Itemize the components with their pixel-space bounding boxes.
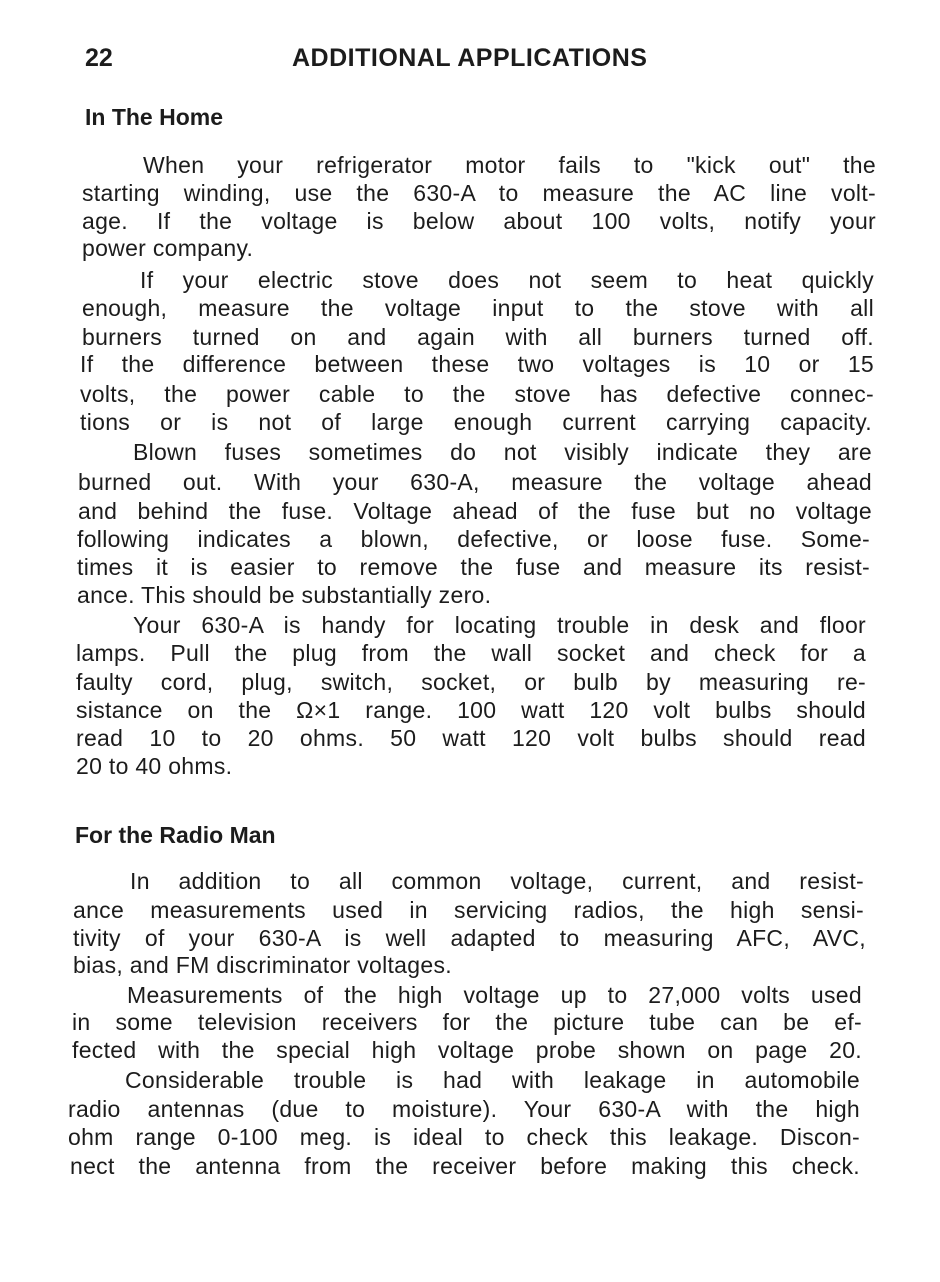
- paragraph-line: Your 630-A is handy for locating trouble in desk and floor: [133, 612, 866, 638]
- paragraph-line: ance measurements used in servicing radios, the high sensi-: [73, 897, 864, 923]
- page-title: ADDITIONAL APPLICATIONS: [292, 44, 648, 72]
- paragraph-line: and behind the fuse. Voltage ahead of the fuse but no voltage: [78, 498, 872, 524]
- paragraph-line: Measurements of the high voltage up to 27,000 volts used: [127, 982, 862, 1008]
- paragraph-line: burners turned on and again with all burners turned off.: [82, 324, 874, 350]
- paragraph-line: volts, the power cable to the stove has defective connec-: [80, 381, 874, 407]
- section-heading: In The Home: [85, 104, 224, 130]
- paragraph-line: Considerable trouble is had with leakage in automobile: [125, 1067, 860, 1093]
- section-heading: For the Radio Man: [75, 822, 276, 848]
- paragraph-line: faulty cord, plug, switch, socket, or bulb by measuring re-: [76, 669, 866, 695]
- paragraph-line: following indicates a blown, defective, or loose fuse. Some-: [77, 526, 870, 552]
- paragraph-line: in some television receivers for the picture tube can be ef-: [72, 1009, 862, 1035]
- paragraph-line: In addition to all common voltage, current, and resist-: [130, 868, 864, 894]
- paragraph-line: power company.: [82, 235, 254, 261]
- paragraph-line: tivity of your 630-A is well adapted to measuring AFC, AVC,: [73, 925, 866, 951]
- paragraph-line: ance. This should be substantially zero.: [77, 582, 492, 608]
- page-number: 22: [85, 44, 113, 72]
- paragraph-line: tions or is not of large enough current carrying capacity.: [80, 409, 872, 435]
- paragraph-line: enough, measure the voltage input to the stove with all: [82, 295, 874, 321]
- paragraph-line: radio antennas (due to moisture). Your 630-A with the high: [68, 1096, 860, 1122]
- paragraph-line: lamps. Pull the plug from the wall socket and check for a: [76, 640, 866, 666]
- paragraph-line: nect the antenna from the receiver before making this check.: [70, 1153, 860, 1179]
- paragraph-line: starting winding, use the 630-A to measure the AC line volt-: [82, 180, 876, 206]
- paragraph-line: ohm range 0-100 meg. is ideal to check this leakage. Discon-: [68, 1124, 860, 1150]
- paragraph-line: read 10 to 20 ohms. 50 watt 120 volt bulbs should read: [76, 725, 866, 751]
- paragraph-line: When your refrigerator motor fails to "kick out" the: [143, 152, 876, 178]
- paragraph-line: fected with the special high voltage probe shown on page 20.: [72, 1037, 862, 1063]
- paragraph-line: sistance on the Ω×1 range. 100 watt 120 volt bulbs should: [76, 697, 866, 723]
- paragraph-line: Blown fuses sometimes do not visibly indicate they are: [133, 439, 872, 465]
- paragraph-line: If the difference between these two voltages is 10 or 15: [80, 351, 874, 377]
- paragraph-line: age. If the voltage is below about 100 volts, notify your: [82, 208, 876, 234]
- paragraph-line: 20 to 40 ohms.: [76, 753, 233, 779]
- paragraph-line: times it is easier to remove the fuse and measure its resist-: [77, 554, 870, 580]
- paragraph-line: burned out. With your 630-A, measure the voltage ahead: [78, 469, 872, 495]
- paragraph-line: If your electric stove does not seem to heat quickly: [140, 267, 874, 293]
- paragraph-line: bias, and FM discriminator voltages.: [73, 952, 452, 978]
